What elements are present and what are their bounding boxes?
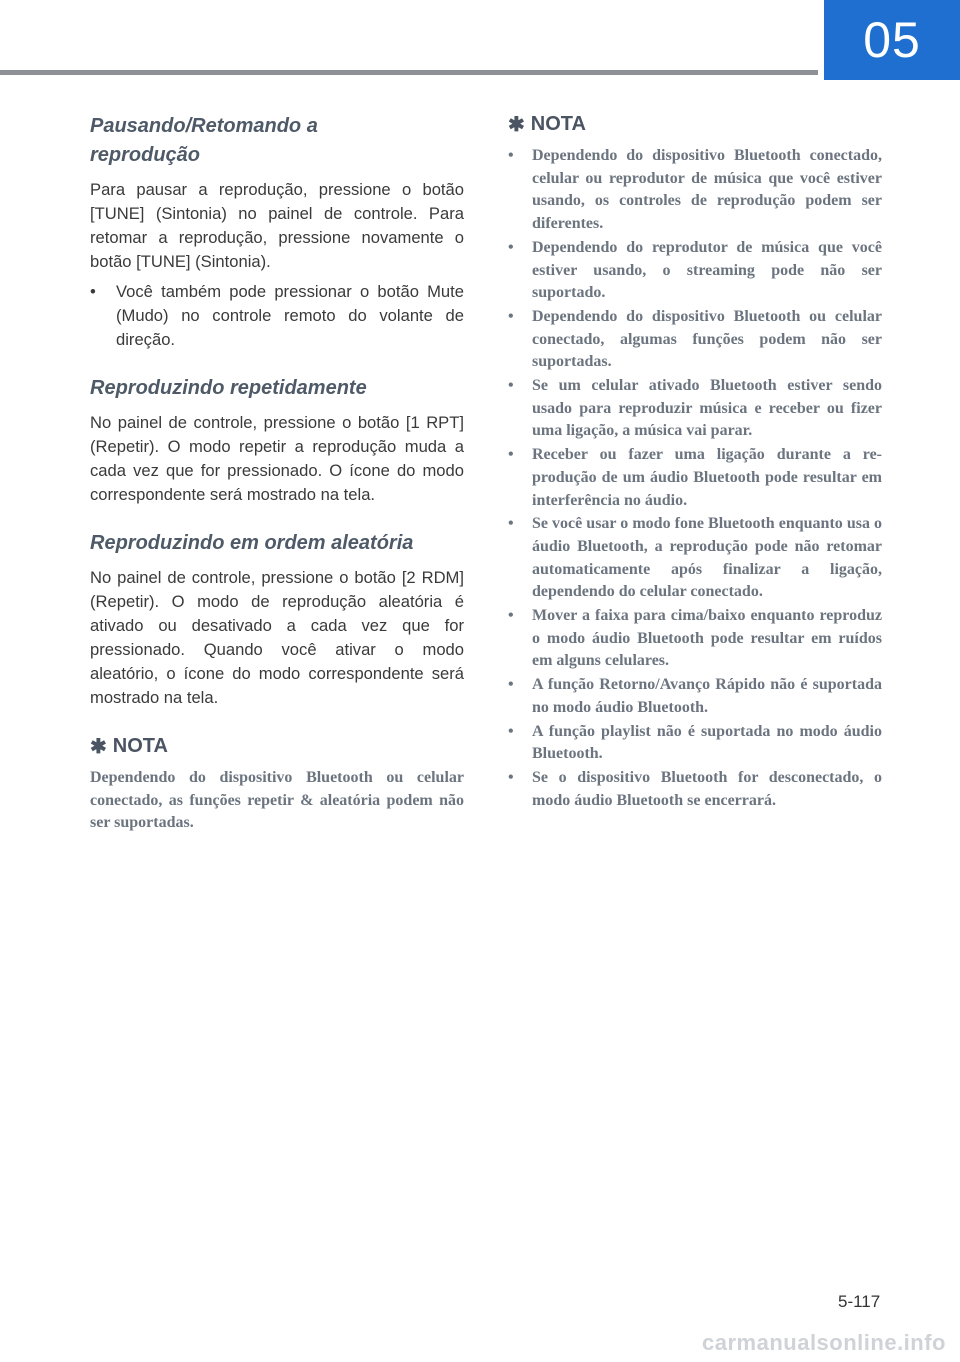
section-title-pause-resume — [90, 112, 464, 170]
list-item: • A função playlist não é suportada no modo áudio Bluetooth. — [508, 721, 882, 766]
list-item: • Receber ou fazer uma ligação durante a reprodução de um áudio Bluetooth pode resultar em interferência no áudio. — [508, 444, 882, 512]
section-title-shuffle: Reproduzindo em ordem aleatória — [90, 532, 414, 554]
note-text-left: Dependendo do dispositivo Bluetooth ou celular conectado, as funções repetir & aleatória podem não ser suportadas. — [90, 769, 464, 832]
paragraph-pause-resume: Para pausar a reprodução, pressione o botão [TUNE] (Sintonia) no painel de controle. Para retomar a reprodução, pressione novamente o botão [TUNE] (Sintonia). — [90, 180, 464, 271]
note-x-icon: ✱ — [90, 736, 107, 758]
list-item: • Você também pode pressionar o botão Mute (Mudo) no controle remoto do volante de direção. — [90, 280, 464, 352]
list-item: • Dependendo do dispositivo Bluetooth ou celular conectado, algumas funções podem não ser suportadas. — [508, 306, 882, 374]
section-title-line2: reprodução — [90, 144, 201, 166]
list-item: • Dependendo do reprodutor de música que você estiver usando, o streaming pode não ser suportado. — [508, 237, 882, 305]
list-item: • Dependendo do dispositivo Bluetooth conectado, celular ou reprodutor de música que você estiver usando, os controles de reprodução podem ser diferentes. — [508, 145, 882, 236]
note-heading-left — [90, 734, 464, 759]
paragraph-repeat: No painel de controle, pressione o botão [1 RPT] (Repetir). O modo repetir a reprodução muda a cada vez que for pressionado. O ícone do modo correspondente será mostrado na tela. — [90, 413, 464, 504]
list-item: • Se você usar o modo fone Bluetooth enquanto usa o áudio Bluetooth, a reprodução pode não retomar automaticamente após finalizar a ligação, dependendo do celular conectado. — [508, 513, 882, 604]
list-item: • Se um celular ativado Bluetooth estiver sendo usado para reproduzir música e receber ou fizer uma ligação, a música vai parar. — [508, 375, 882, 443]
list-item: • A função Retorno/Avanço Rápido não é suportada no modo áudio Bluetooth. — [508, 674, 882, 719]
watermark: carmanualsonline.info — [702, 1330, 946, 1355]
section-title-repeat: Reproduzindo repetidamente — [90, 377, 367, 399]
note-x-icon: ✱ — [508, 114, 525, 136]
header-rule — [0, 70, 818, 75]
pause-bullet-list — [90, 280, 464, 352]
note-bullet-list — [508, 145, 882, 812]
page-number: 5-117 — [838, 1292, 881, 1311]
section-title-line1: Pausando/Retomando a — [90, 115, 318, 137]
note-heading-right — [508, 112, 882, 137]
chapter-tab: 05 — [824, 0, 960, 80]
note-title: NOTA — [530, 113, 586, 135]
right-column — [508, 112, 882, 813]
paragraph-shuffle: No painel de controle, pressione o botão [2 RDM] (Repetir). O modo de reprodução aleatória é ativado ou desativado a cada vez que for pressionado. Quando você ativar o modo aleatório, o ícone do modo correspondente será mostrado na tela. — [90, 568, 464, 707]
list-item: • Se o dispositivo Bluetooth for desconectado, o modo áudio Bluetooth se encerrará. — [508, 767, 882, 812]
note-title: NOTA — [112, 735, 168, 757]
left-column — [90, 112, 464, 835]
list-item: • Mover a faixa para cima/baixo enquanto reproduz o modo áudio Bluetooth pode resultar em ruídos em alguns celulares. — [508, 605, 882, 673]
